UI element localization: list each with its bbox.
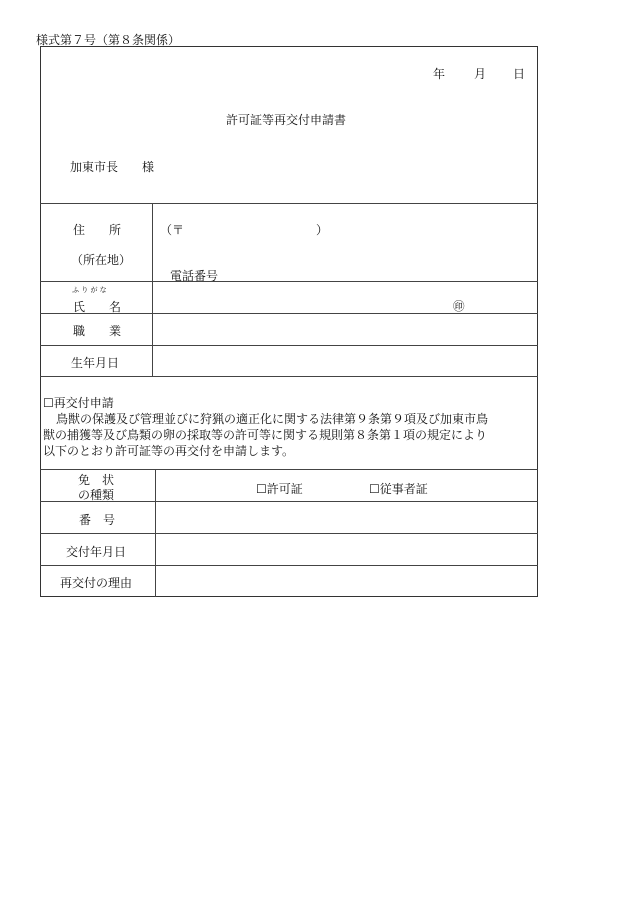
phone-label: 電話番号 <box>170 269 219 283</box>
number-label: 番 号 <box>79 513 116 527</box>
addressee: 加東市長 様 <box>70 160 155 174</box>
form-number-label: 様式第７号（第８条関係） <box>36 33 181 47</box>
license-type-label-line2: の種類 <box>78 488 115 502</box>
divider <box>40 203 538 204</box>
furigana-label: ふ り が な <box>72 286 107 294</box>
address-label: 住 所 <box>73 223 122 237</box>
name-label: 氏 名 <box>73 300 122 314</box>
divider <box>40 469 538 470</box>
reason-label: 再交付の理由 <box>60 576 133 590</box>
divider <box>40 281 538 282</box>
column-divider <box>152 203 153 376</box>
divider <box>40 345 538 346</box>
application-body-line: 獣の捕獲等及び鳥類の卵の採取等の許可等に関する規則第８条第１項の規定により <box>43 428 488 442</box>
document-title: 許可証等再交付申請書 <box>226 113 347 127</box>
permit-checkbox[interactable]: ☐許可証 <box>256 482 303 496</box>
seal-icon: ㊞ <box>453 299 465 313</box>
application-statement <box>43 395 528 459</box>
divider <box>40 376 538 377</box>
date-day-label: 日 <box>513 67 526 81</box>
birthdate-label: 生年月日 <box>71 356 120 370</box>
application-heading: ☐再交付申請 <box>43 396 114 410</box>
column-divider <box>155 469 156 597</box>
application-body-line: 以下のとおり許可証等の再交付を申請します。 <box>43 444 295 458</box>
date-year-label: 年 <box>433 67 446 81</box>
postal-code-field[interactable]: （〒 ） <box>160 223 329 237</box>
application-body-line: 鳥獣の保護及び管理並びに狩猟の適正化に関する法律第９条第９項及び加東市鳥 <box>56 412 489 426</box>
license-type-label-line1: 免 状 <box>78 473 115 487</box>
divider <box>40 501 538 502</box>
divider <box>40 565 538 566</box>
worker-certificate-checkbox[interactable]: ☐従事者証 <box>369 482 428 496</box>
address-sub-label: （所在地） <box>71 253 132 267</box>
occupation-label: 職 業 <box>73 324 122 338</box>
divider <box>40 533 538 534</box>
date-month-label: 月 <box>474 67 487 81</box>
issue-date-label: 交付年月日 <box>66 545 127 559</box>
